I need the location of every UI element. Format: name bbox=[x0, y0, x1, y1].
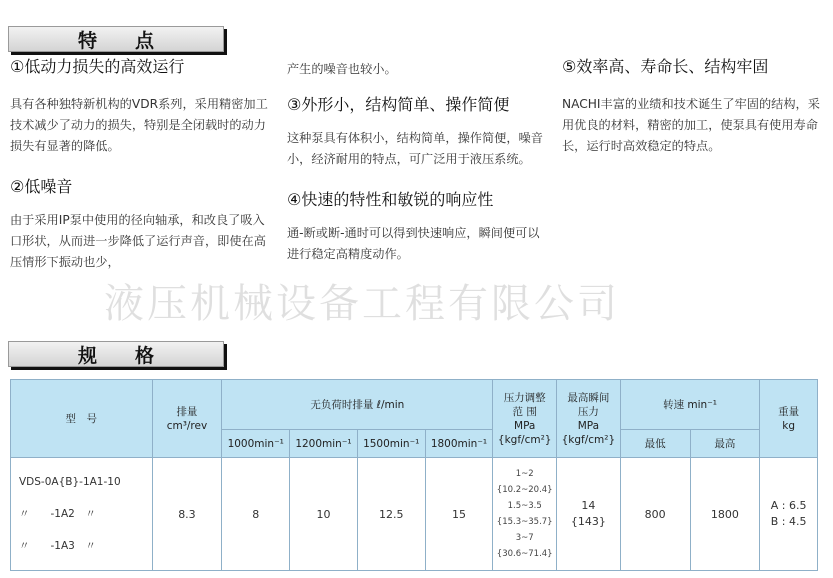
header-rpm-1000: 1000min⁻¹ bbox=[222, 430, 290, 458]
pressure-range-1-kgf: {10.2~20.4} bbox=[496, 485, 553, 495]
header-model: 型 号 bbox=[11, 380, 153, 458]
features-column-1 bbox=[10, 56, 268, 273]
model-1: VDS-0A{B}-1A1-10 bbox=[19, 476, 121, 488]
header-speed-min: 最低 bbox=[620, 430, 690, 458]
feature-heading-4: ④快速的特性和敏锐的响应性 bbox=[287, 190, 494, 209]
pressure-range-3: 3~7 bbox=[515, 533, 534, 543]
pressure-range-cell bbox=[493, 458, 557, 571]
pressure-range-2: 1.5~3.5 bbox=[507, 501, 542, 511]
speed-max-value: 1800 bbox=[690, 458, 760, 571]
displacement-value: 8.3 bbox=[152, 458, 222, 571]
header-rpm-1800: 1800min⁻¹ bbox=[425, 430, 493, 458]
header-max-peak-pressure: 最高瞬间 压力 MPa {kgf/cm²} bbox=[557, 380, 621, 458]
feature-heading-3: ③外形小，结构简单、操作简便 bbox=[287, 95, 510, 114]
features-column-2 bbox=[287, 59, 545, 265]
header-speed: 转速 min⁻¹ bbox=[620, 380, 760, 430]
header-no-load-flow: 无负荷时排量 ℓ/min bbox=[222, 380, 493, 430]
weight-value: A : 6.5 B : 4.5 bbox=[760, 458, 818, 571]
model-2: 〃 -1A2 〃 bbox=[19, 508, 96, 520]
company-watermark: 液压机械设备工程有限公司 bbox=[104, 281, 620, 327]
flow-1000: 8 bbox=[222, 458, 290, 571]
max-pressure-value: 14 {143} bbox=[557, 458, 621, 571]
feature-body-3: 这种泵具有体积小，结构简单，操作简便，噪音小，经济耐用的特点，可广泛用于液压系统。 bbox=[287, 131, 543, 166]
header-pressure-adjust: 压力调整 范 围 MPa {kgf/cm²} bbox=[493, 380, 557, 458]
pressure-range-2-kgf: {15.3~35.7} bbox=[496, 517, 553, 527]
spec-section-title: 规格 bbox=[8, 341, 224, 367]
spec-table bbox=[10, 379, 818, 571]
feature-heading-5: ⑤效率高、寿命长、结构牢固 bbox=[562, 57, 769, 76]
feature-body-5: NACHI丰富的业绩和技术诞生了牢固的结构，采用优良的材料，精密的加工，使泵具有使用寿命长，运行时高效稳定的特点。 bbox=[562, 97, 820, 153]
header-displacement: 排量 cm³/rev bbox=[152, 380, 222, 458]
speed-min-value: 800 bbox=[620, 458, 690, 571]
header-weight: 重量 kg bbox=[760, 380, 818, 458]
feature-body-1: 具有各种独特新机构的VDR系列，采用精密加工技术减少了动力的损失，特别是全闭载时的动力损失有显著的降低。 bbox=[10, 97, 268, 153]
feature-body-2-continuation: 产生的噪音也较小。 bbox=[287, 62, 397, 76]
flow-1200: 10 bbox=[290, 458, 358, 571]
header-speed-max: 最高 bbox=[690, 430, 760, 458]
feature-heading-2: ②低噪音 bbox=[10, 177, 73, 196]
features-column-3 bbox=[562, 56, 822, 157]
features-section-title: 特点 bbox=[8, 26, 224, 52]
header-rpm-1200: 1200min⁻¹ bbox=[290, 430, 358, 458]
model-3: 〃 -1A3 〃 bbox=[19, 540, 96, 552]
model-cell bbox=[11, 458, 153, 571]
pressure-range-1: 1~2 bbox=[515, 469, 534, 479]
feature-heading-1: ①低动力损失的高效运行 bbox=[10, 57, 185, 76]
pressure-range-3-kgf: {30.6~71.4} bbox=[496, 549, 553, 559]
flow-1500: 12.5 bbox=[357, 458, 425, 571]
feature-body-4: 通-断或断-通时可以得到快速响应，瞬间便可以进行稳定高精度动作。 bbox=[287, 226, 540, 261]
table-row bbox=[11, 458, 818, 571]
feature-body-2: 由于采用IP泵中使用的径向轴承，和改良了吸入口形状，从而进一步降低了运行声音，即使在高压情形下振动也少， bbox=[10, 213, 266, 269]
flow-1800: 15 bbox=[425, 458, 493, 571]
header-rpm-1500: 1500min⁻¹ bbox=[357, 430, 425, 458]
